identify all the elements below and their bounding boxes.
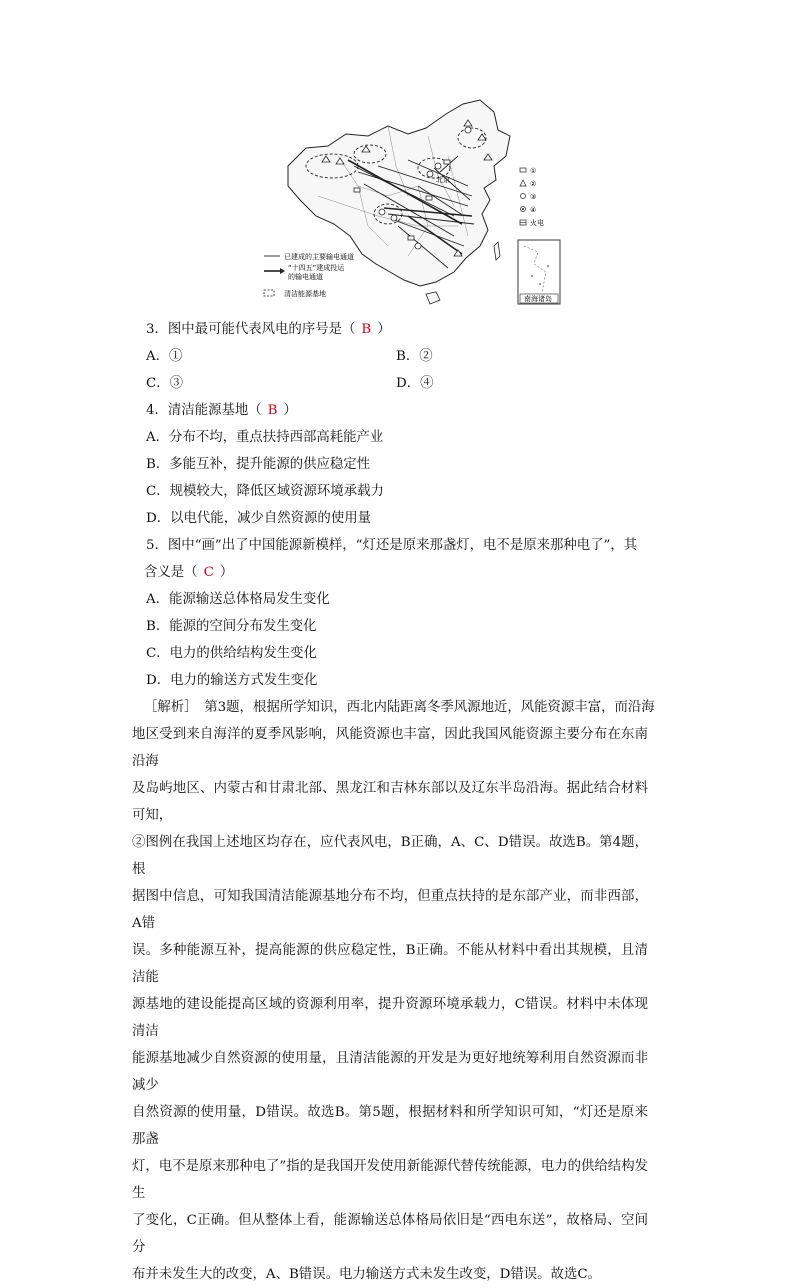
analysis-line: 了变化，C正确。但从整体上看，能源输送总体格局依旧是“西电东送”，故格局、空间分 (132, 1213, 648, 1255)
analysis-line: 地区受到来自海洋的夏季风影响，风能资源也丰富，因此我国风能资源主要分布在东南沿海 (132, 727, 648, 769)
china-energy-map (258, 96, 574, 308)
analysis-line: 能源基地减少自然资源的使用量，且清洁能源的开发是为更好地统筹利用自然资源而非减少 (132, 1051, 648, 1093)
question-4-option-a: A．分布不均，重点扶持西部高耗能产业 (146, 430, 384, 445)
question-3 (146, 316, 656, 343)
question-4-option-c: C．规模较大，降低区域资源环境承载力 (146, 484, 384, 499)
inset-label: 南海诸岛 (524, 295, 552, 303)
analysis-line: 自然资源的使用量，D错误。故选B。第5题，根据材料和所学知识可知，“灯还是原来那盏 (132, 1105, 648, 1147)
question-5 (146, 532, 656, 559)
analysis-line: ②图例在我国上述地区均存在，应代表风电，B正确，A、C、D错误。故选B。第4题，根 (132, 835, 648, 877)
question-3-option-b: B．② (396, 349, 433, 364)
legend-item-2: ② (530, 180, 537, 188)
legend-built-lines: 已建成的主要输电通道 (284, 253, 354, 261)
city-label: 北京 (436, 176, 450, 184)
question-4 (146, 397, 656, 424)
question-5-option-d: D．电力的输送方式发生变化 (146, 673, 318, 688)
legend-item-4: ④ (530, 206, 537, 214)
energy-map-figure (258, 96, 574, 308)
legend-clean-bases: 清洁能源基地 (284, 290, 326, 298)
analysis-line: ［解析］ 第3题，根据所学知识，西北内陆距离冬季风源地近，风能资源丰富，而沿海 (144, 700, 655, 715)
question-document (132, 316, 656, 1288)
question-4-close: ） (283, 403, 297, 418)
question-4-option-d: D．以电代能，减少自然资源的使用量 (146, 511, 371, 526)
question-5-answer: C (203, 565, 214, 580)
analysis-line: 据图中信息，可知我国清洁能源基地分布不均，但重点扶持的是东部产业，而非西部，A错 (132, 889, 648, 931)
question-5-close: ） (219, 565, 234, 580)
question-3-stem: 3．图中最可能代表风电的序号是（ (146, 322, 356, 337)
question-5-stem: 5．图中“画”出了中国能源新模样，“灯还是原来那盏灯，电不是原来那种电了”，其 (146, 538, 638, 553)
analysis-line: 及岛屿地区、内蒙古和甘肃北部、黑龙江和吉林东部以及辽东半岛沿海。据此结合材料可知， (132, 781, 648, 823)
question-3-option-c: C．③ (146, 376, 184, 391)
hainan-island (426, 292, 440, 304)
symbol-legend (520, 167, 544, 227)
question-5-option-a: A．能源输送总体格局发生变化 (146, 592, 330, 607)
question-5-option-c: C．电力的供给结构发生变化 (146, 646, 317, 661)
question-3-option-a: A．① (146, 349, 183, 364)
question-3-option-d: D．④ (396, 376, 434, 391)
legend-item-thermal: 火电 (530, 219, 544, 227)
analysis-block (132, 694, 656, 1288)
analysis-line: 布并未发生大的改变，A、B错误。电力输送方式未发生改变，D错误。故选C。 (132, 1267, 601, 1282)
line-legend (264, 252, 354, 298)
analysis-line: 误。多种能源互补，提高能源的供应稳定性，B正确。不能从材料中看出其规模，且清洁能 (132, 943, 648, 985)
taiwan-island (494, 242, 500, 260)
legend-planned-lines-2: 的输电通道 (288, 273, 323, 281)
question-3-close: ） (377, 322, 391, 337)
question-5-line-2 (144, 559, 656, 586)
legend-item-1: ① (530, 167, 537, 175)
question-5-option-b: B．能源的空间分布发生变化 (146, 619, 317, 634)
question-4-answer: B (267, 403, 278, 418)
south-china-sea-inset (518, 240, 560, 304)
legend-planned-lines-1: “十四五”建成投运 (288, 264, 345, 272)
legend-item-3: ③ (530, 193, 537, 201)
question-3-answer: B (361, 322, 372, 337)
question-4-stem: 4．清洁能源基地（ (146, 403, 262, 418)
question-5-stem-2: 含义是（ (144, 565, 198, 580)
question-3-options-row-2 (146, 370, 656, 397)
analysis-line: 源基地的建设能提高区域的资源利用率，提升资源环境承载力，C错误。材料中未体现清洁 (132, 997, 648, 1039)
question-4-option-b: B．多能互补，提升能源的供应稳定性 (146, 457, 371, 472)
question-3-options-row-1 (146, 343, 656, 370)
analysis-line: 灯，电不是原来那种电了”指的是我国开发使用新能源代替传统能源，电力的供给结构发生 (132, 1159, 648, 1201)
